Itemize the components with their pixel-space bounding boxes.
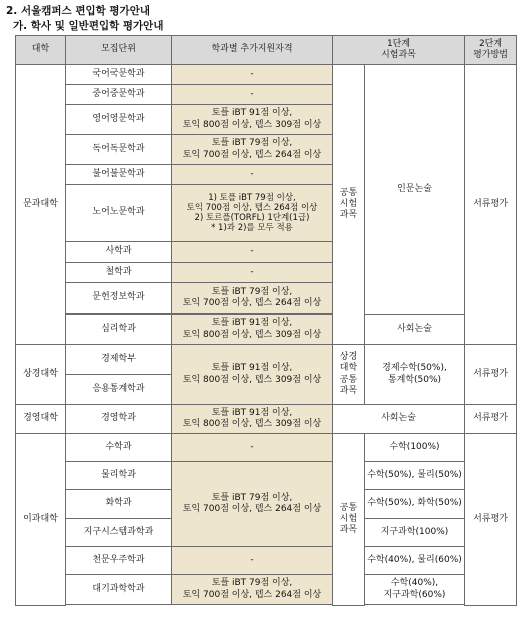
exam-chemistry: 수학(50%), 화학(50%) (365, 490, 465, 519)
unit-russian: 노어노문학과 (66, 185, 172, 242)
unit-korean: 국어국문학과 (66, 65, 172, 85)
qual-philosophy: - (172, 263, 333, 283)
unit-statistics: 응용통계학과 (66, 375, 172, 405)
qual-astronomy: - (172, 547, 333, 575)
unit-math: 수학과 (66, 434, 172, 462)
exam-management-essay: 사회논술 (333, 405, 465, 434)
qual-science-group: 토플 iBT 79점 이상, 토익 700점 이상, 텝스 264점 이상 (172, 462, 333, 547)
qual-english: 토플 iBT 91점 이상, 토익 800점 이상, 텝스 309점 이상 (172, 105, 333, 135)
unit-economics: 경제학부 (66, 345, 172, 375)
exam-business: 경제수학(50%), 통계학(50%) (365, 345, 465, 405)
unit-psychology: 심리학과 (66, 315, 172, 345)
header-college: 대학 (16, 36, 66, 65)
qual-psychology: 토플 iBT 91점 이상, 토익 800점 이상, 텝스 309점 이상 (172, 315, 333, 345)
exam-humanities-essay: 인문논술 (365, 65, 465, 315)
stage2-humanities: 서류평가 (465, 65, 517, 345)
qual-french: - (172, 165, 333, 185)
stage2-business: 서류평가 (465, 345, 517, 405)
header-qualification: 학과별 추가지원자격 (172, 36, 333, 65)
table-row (16, 345, 517, 375)
table-row (16, 575, 517, 605)
unit-astronomy: 천문우주학과 (66, 547, 172, 575)
section-subtitle: 가. 학사 및 일반편입학 평가안내 (13, 20, 164, 32)
qual-atmospheric: 토플 iBT 79점 이상, 토익 700점 이상, 텝스 264점 이상 (172, 575, 333, 605)
table-row (16, 315, 517, 345)
header-stage2: 2단계 평가방법 (465, 36, 517, 65)
qual-math: - (172, 434, 333, 462)
unit-atmospheric: 대기과학학과 (66, 575, 172, 605)
unit-english: 영어영문학과 (66, 105, 172, 135)
college-business: 상경대학 (16, 345, 66, 405)
college-science: 이과대학 (16, 434, 66, 606)
exam-earth: 지구과학(100%) (365, 519, 465, 547)
unit-french: 불어불문학과 (66, 165, 172, 185)
qual-korean: - (172, 65, 333, 85)
qual-chinese: - (172, 85, 333, 105)
admission-table (15, 35, 517, 606)
common-exam-business: 상경 대학 공통 과목 (333, 345, 365, 405)
unit-business-admin: 경영학과 (66, 405, 172, 434)
table-row (16, 405, 517, 434)
common-exam-humanities: 공통 시험 과목 (333, 65, 365, 345)
unit-german: 독어독문학과 (66, 135, 172, 165)
unit-physics: 물리학과 (66, 462, 172, 490)
qual-library: 토플 iBT 79점 이상, 토익 700점 이상, 텝스 264점 이상 (172, 283, 333, 314)
exam-social-essay: 사회논술 (365, 315, 465, 345)
table-row (16, 462, 517, 490)
common-exam-science: 공통 시험 과목 (333, 434, 365, 606)
qual-russian: 1) 토플 iBT 79점 이상, 토익 700점 이상, 텝스 264점 이상 2) 토르플(TORFL) 1단계(1급) * 1)과 2)를 모두 적용 (172, 185, 333, 242)
unit-philosophy: 철학과 (66, 263, 172, 283)
unit-chemistry: 화학과 (66, 490, 172, 519)
unit-history: 사학과 (66, 242, 172, 263)
stage2-management: 서류평가 (465, 405, 517, 434)
qual-history: - (172, 242, 333, 263)
unit-earth: 지구시스템과학과 (66, 519, 172, 547)
table-row (16, 65, 517, 85)
exam-atmospheric: 수학(40%), 지구과학(60%) (365, 575, 465, 605)
table-row (16, 547, 517, 575)
header-unit: 모집단위 (66, 36, 172, 65)
college-management: 경영대학 (16, 405, 66, 434)
unit-library: 문헌정보학과 (66, 283, 172, 314)
college-humanities: 문과대학 (16, 65, 66, 345)
qual-business-admin: 토플 iBT 91점 이상, 토익 800점 이상, 텝스 309점 이상 (172, 405, 333, 434)
unit-chinese: 중어중문학과 (66, 85, 172, 105)
exam-math: 수학(100%) (365, 434, 465, 462)
header-stage1: 1단계 시험과목 (333, 36, 465, 65)
stage2-science: 서류평가 (465, 434, 517, 606)
exam-physics: 수학(50%), 물리(50%) (365, 462, 465, 490)
section-title: 2. 서울캠퍼스 편입학 평가안내 (6, 5, 150, 17)
qual-german: 토플 iBT 79점 이상, 토익 700점 이상, 텝스 264점 이상 (172, 135, 333, 165)
qual-business: 토플 iBT 91점 이상, 토익 800점 이상, 텝스 309점 이상 (172, 345, 333, 405)
exam-astronomy: 수학(40%), 물리(60%) (365, 547, 465, 575)
table-header-row (16, 36, 517, 65)
table-row (16, 434, 517, 462)
